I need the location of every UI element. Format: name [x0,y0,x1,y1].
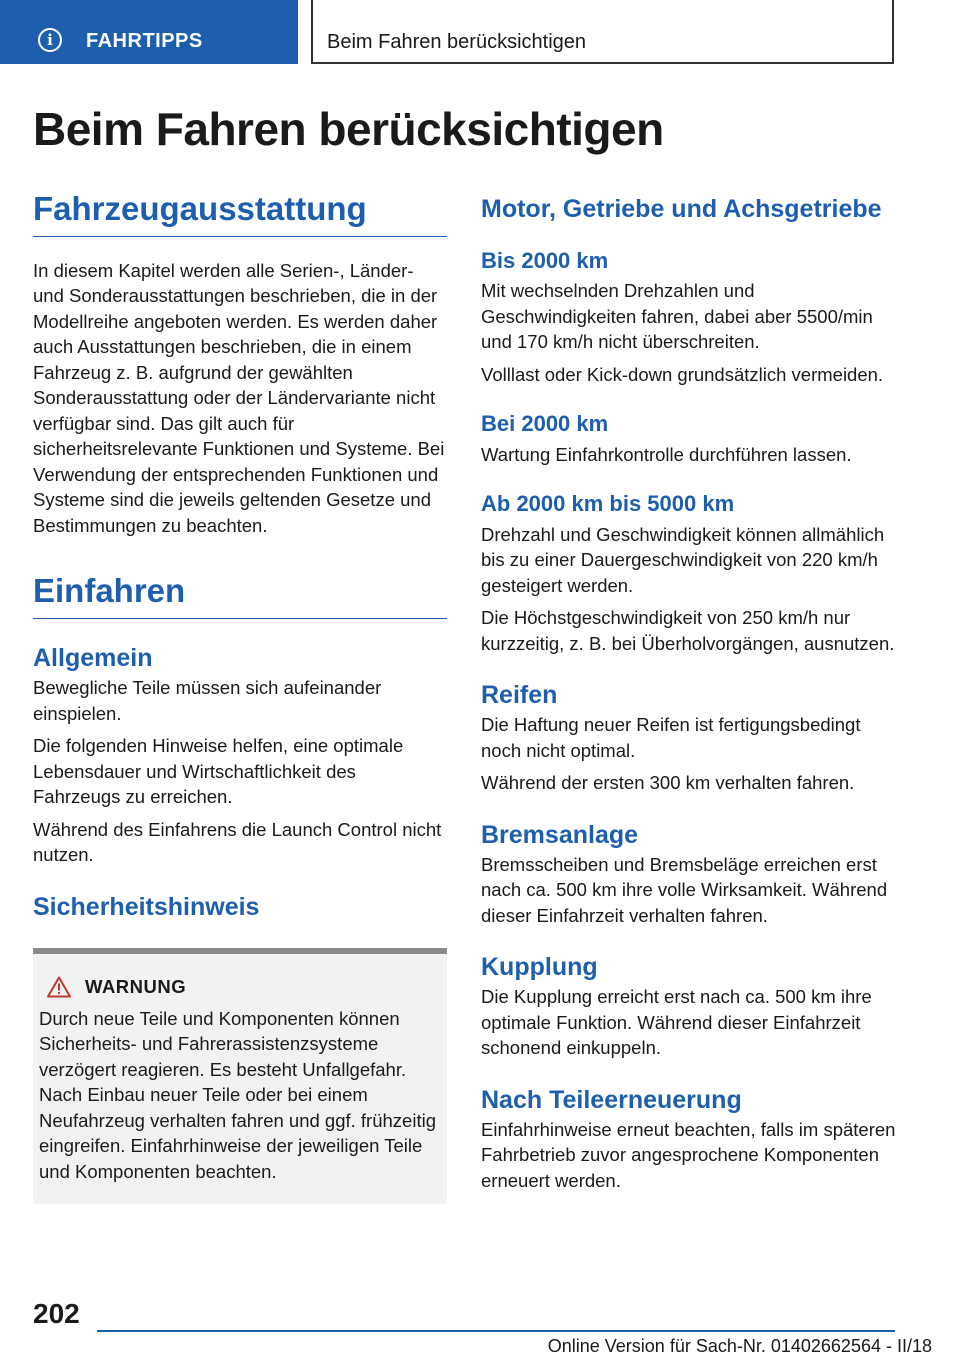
header-tab[interactable] [0,0,298,64]
subsection-title-kupplung: Kupplung [481,953,598,982]
warning-box [33,948,447,1205]
paragraph-ab2000-1: Drehzahl und Geschwindigkeit können allmählich bis zu einer Dauergeschwindigkeit von 220 km/h gesteigert werden. [481,523,885,596]
left-column [33,190,447,1204]
subsection-title-ab2000: Ab 2000 km bis 5000 km [481,491,735,517]
warning-title: WARNUNG [85,975,187,997]
subsection-title-bei2000: Bei 2000 km [481,411,609,437]
paragraph-reifen-2: Während der ersten 300 km verhalten fahren. [481,772,855,794]
paragraph-allgemein-2: Die folgenden Hinweise helfen, eine optimale Lebensdauer und Wirtschaftlichkeit des Fahrzeugs zu erreichen. [33,735,404,808]
header-breadcrumb-box [311,0,894,64]
paragraph-bremsanlage-1: Bremsscheiben und Bremsbeläge erreichen erst nach ca. 500 km ihre volle Wirksamkeit. Während dieser Einfahrzeit verhalten fahren. [481,853,888,926]
paragraph-bei2000-1: Wartung Einfahrkontrolle durchführen lassen. [481,443,852,465]
section-title-einfahren: Einfahren [33,572,447,619]
paragraph-kupplung-1: Die Kupplung erreicht erst nach ca. 500 km ihre optimale Funktion. Während dieser Einfahrzeit schonend einkuppeln. [481,986,872,1059]
paragraph-bis2000-1: Mit wechselnden Drehzahlen und Geschwindigkeiten fahren, dabei aber 5500/min und 170 km/h nicht überschreiten. [481,280,873,353]
breadcrumb: Beim Fahren berücksichtigen [327,31,587,53]
paragraph-ausstattung: In diesem Kapitel werden alle Serien-, Länder- und Sonderausstattungen beschrieben, die in der Modellreihe angeboten werden. Es werden daher auch Ausstattungen beschrieben, die in einem Fahrzeug z. B. aufgrund der gewählten Sonderausstattung oder der Ländervariante nicht verfügbar sind. Das gilt auch für sicherheitsrelevante Funktionen und Systeme. Bei Verwendung der entsprechenden Funktionen und Systeme sind die jeweils geltenden Gesetze und Bestimmungen zu beachten. [33,259,445,536]
page-number: 202 [33,1298,80,1329]
paragraph-ab2000-2: Die Höchstgeschwindigkeit von 250 km/h nur kurzzeitig, z. B. bei Überholvorgängen, ausnutzen. [481,607,895,654]
page-title: Beim Fahren berücksichtigen [33,103,664,155]
footer-divider [97,1330,895,1332]
info-icon: i [38,28,62,52]
paragraph-reifen-1: Die Haftung neuer Reifen ist fertigungsbedingt noch nicht optimal. [481,714,861,761]
warning-header [39,976,437,998]
subsection-title-reifen: Reifen [481,681,558,710]
paragraph-bis2000-2: Volllast oder Kick-down grundsätzlich vermeiden. [481,363,884,385]
paragraph-allgemein-1: Bewegliche Teile müssen sich aufeinander einspielen. [33,677,382,724]
subsection-title-sicherheit: Sicherheitshinweis [33,892,260,921]
paragraph-allgemein-3: Während des Einfahrens die Launch Control nicht nutzen. [33,818,442,866]
footer-online-version: Online Version für Sach-Nr. 01402662564 - II/18 [547,1336,932,1356]
paragraph-teile-1: Einfahrhinweise erneut beachten, falls im späteren Fahrbetrieb zuvor angesprochene Komponenten erneuert werden. [481,1118,896,1191]
warning-text: Durch neue Teile und Komponenten können Sicherheits- und Fahrerassistenzsysteme verzögert reagieren. Es besteht Unfallgefahr. Nach Einbau neuer Teile oder bei einem Neufahrzeug verhalten fahren und ggf. frühzeitig eingreifen. Einfahrhinweise der jeweiligen Teile und Komponenten beachten. [39,1007,436,1182]
subsection-title-bis2000: Bis 2000 km [481,248,609,273]
subsection-title-bremsanlage: Bremsanlage [481,820,639,849]
section-title-motor: Motor, Getriebe und Achsgetriebe [481,195,882,223]
section-title-ausstattung: Fahrzeugausstattung [33,190,447,237]
header-tab-label: FAHRTIPPS [86,30,203,52]
right-column [481,190,897,1193]
warning-triangle-icon [47,976,71,998]
subsection-title-allgemein: Allgemein [33,644,153,673]
subsection-title-teile: Nach Teileerneuerung [481,1085,742,1114]
